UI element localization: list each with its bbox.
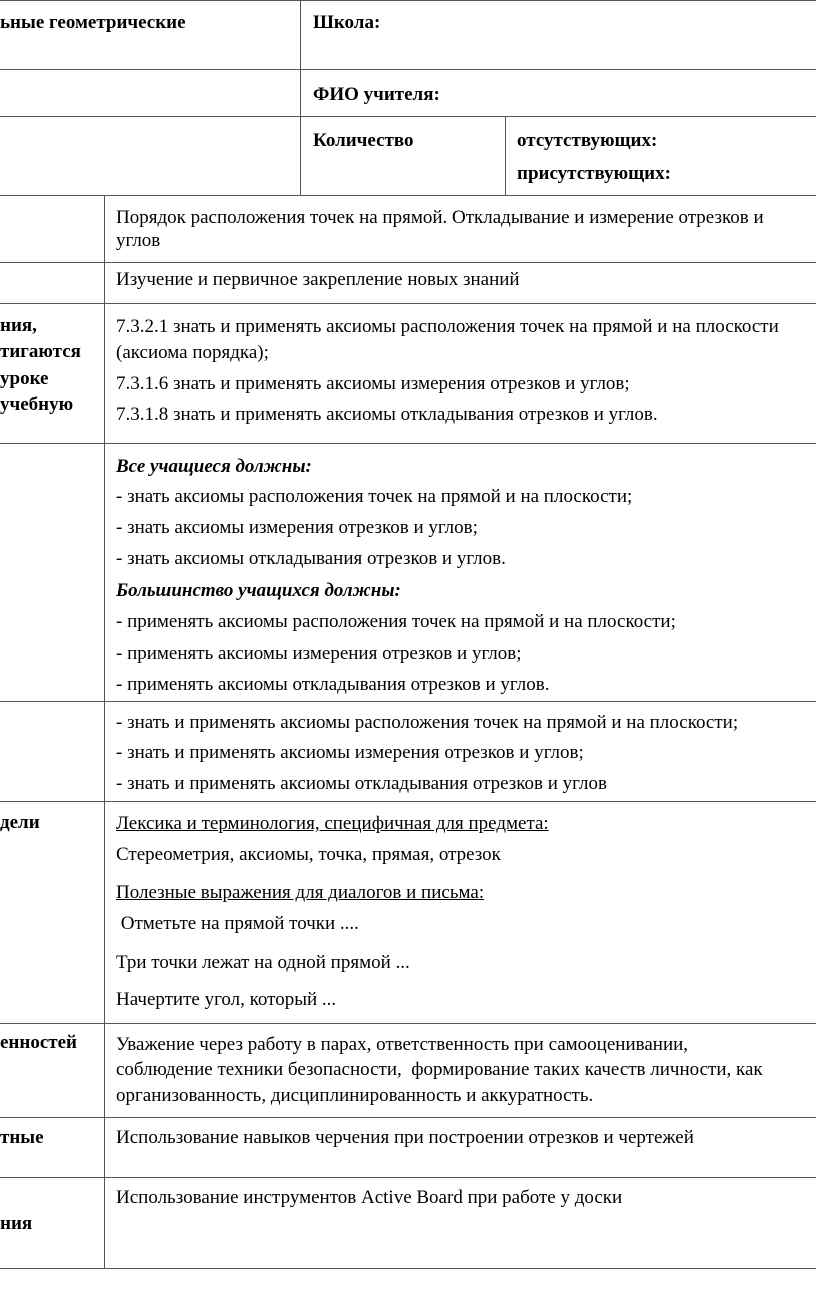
objective-line: - знать аксиомы откладывания отрезков и углов. [116, 548, 506, 569]
row-divider [0, 443, 816, 444]
phrase-line: Отметьте на прямой точки .... [116, 913, 359, 934]
table-bottom-border [0, 1268, 816, 1269]
row-divider [0, 801, 816, 802]
phrase-line: Начертите угол, который ... [116, 989, 337, 1010]
school-label: Школа: [313, 12, 381, 33]
present-count-label: присутствующих: [517, 163, 671, 184]
goal-line: 7.3.2.1 знать и применять аксиомы расположения точек на прямой и на плоскости [116, 316, 779, 337]
row-divider [0, 195, 816, 196]
goals-label-line: тигаются [0, 341, 81, 362]
table-top-border [0, 0, 816, 1]
row-divider [0, 262, 816, 263]
topic-text-line: углов [116, 230, 161, 251]
header-column-divider [300, 0, 301, 195]
crosscurricular-text: Использование навыков черчения при построении отрезков и чертежей [116, 1127, 694, 1148]
vocab-text: Стереометрия, аксиомы, точка, прямая, отрезок [116, 844, 501, 865]
row-divider [0, 116, 816, 117]
student-count-label: Количество [313, 130, 414, 151]
goals-label-line: учебную [0, 394, 74, 415]
criteria-line: - знать и применять аксиомы откладывания отрезков и углов [116, 773, 607, 794]
ict-label: ния [0, 1213, 33, 1234]
objective-line: - применять аксиомы измерения отрезков и углов; [116, 643, 522, 664]
row-divider [0, 1177, 816, 1178]
row-divider [0, 303, 816, 304]
objective-line: - знать аксиомы расположения точек на прямой и на плоскости; [116, 486, 633, 507]
language-label: дели [0, 812, 40, 833]
row-divider [0, 1117, 816, 1118]
label-column-divider [104, 195, 105, 1268]
lesson-title-fragment: ьные геометрические [0, 12, 186, 33]
lesson-type-text: Изучение и первичное закрепление новых знаний [116, 269, 520, 290]
row-divider [0, 701, 816, 702]
phrase-line: Три точки лежат на одной прямой ... [116, 952, 410, 973]
teacher-name-label: ФИО учителя: [313, 84, 440, 105]
values-line: организованность, дисциплинированность и аккуратность. [116, 1085, 594, 1106]
criteria-line: - знать и применять аксиомы расположения точек на прямой и на плоскости; [116, 712, 739, 733]
objective-line: - знать аксиомы измерения отрезков и углов; [116, 517, 478, 538]
goals-label-line: ния, [0, 315, 37, 336]
values-label: енностей [0, 1032, 77, 1053]
absent-count-label: отсутствующих: [517, 130, 658, 151]
row-divider [0, 1023, 816, 1024]
criteria-line: - знать и применять аксиомы измерения отрезков и углов; [116, 742, 584, 763]
ict-text: Использование инструментов Active Board при работе у доски [116, 1187, 623, 1208]
phrases-heading: Полезные выражения для диалогов и письма: [116, 882, 485, 903]
values-line: Уважение через работу в парах, ответственность при самооценивании, [116, 1034, 689, 1055]
vocab-heading: Лексика и терминология, специфичная для предмета: [116, 813, 549, 834]
objective-line: - применять аксиомы откладывания отрезков и углов. [116, 674, 550, 695]
count-column-divider [505, 116, 506, 195]
goal-line: 7.3.1.6 знать и применять аксиомы измерения отрезков и углов; [116, 373, 630, 394]
values-line: соблюдение техники безопасности, формирование таких качеств личности, как [116, 1059, 763, 1080]
goals-label-line: уроке [0, 368, 49, 389]
topic-text-line: Порядок расположения точек на прямой. Откладывание и измерение отрезков и [116, 207, 764, 228]
row-divider [0, 69, 816, 70]
crosscurricular-label: тные [0, 1127, 44, 1148]
goal-line: 7.3.1.8 знать и применять аксиомы откладывания отрезков и углов. [116, 404, 658, 425]
most-students-heading: Большинство учащихся должны: [116, 580, 401, 601]
goal-line: (аксиома порядка); [116, 342, 269, 363]
objective-line: - применять аксиомы расположения точек на прямой и на плоскости; [116, 611, 676, 632]
all-students-heading: Все учащиеся должны: [116, 456, 312, 477]
